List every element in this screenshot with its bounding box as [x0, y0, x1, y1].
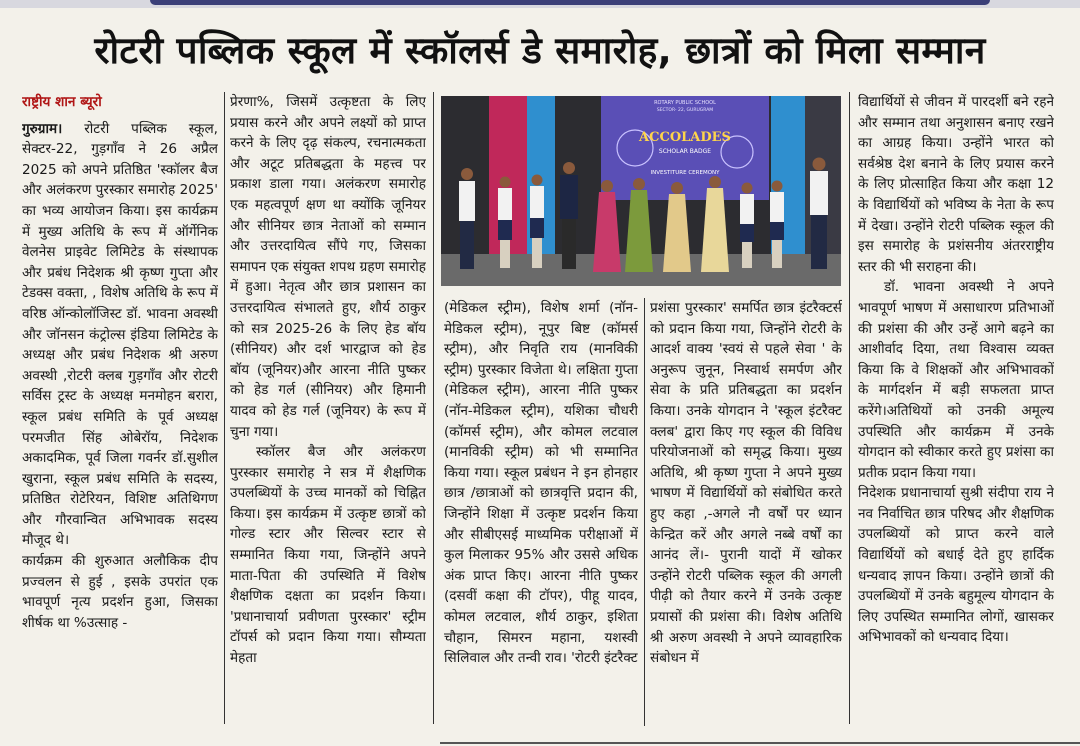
top-color-strip — [0, 0, 1080, 8]
person — [498, 177, 512, 269]
column-rule-2 — [433, 92, 434, 724]
paragraph: निदेशक प्रधानाचार्या सुश्री संदीपा राय ने नव निर्वाचित छात्र परिषद और शैक्षणिक उपलब्धियों को प्राप्त करने वाले विद्यार्थियों को बधाई देते हुए हार्दिक धन्यवाद ज्ञापन किया। उन्होंने छात्रों की उपलब्धियों में उनके बहुमूल्य योगदान के लिए उपस्थित सम्मानित लोगों, खासकर अभिभावकों को धन्यवाद दिया। — [858, 485, 1054, 646]
ceremony-photo-illustration — [441, 96, 841, 286]
headline: रोटरी पब्लिक स्कूल में स्कॉलर्स डे समारोह, छात्रों को मिला सम्मान — [94, 29, 986, 72]
person — [530, 175, 544, 269]
dateline: गुरुग्राम। — [22, 120, 63, 137]
school-name: ROTARY PUBLIC SCHOOL — [654, 100, 716, 106]
person — [459, 168, 475, 269]
article-column-3 — [444, 298, 638, 728]
person — [810, 158, 828, 270]
top-color-bar — [150, 0, 990, 5]
bottom-rule — [440, 742, 1080, 744]
paragraph — [22, 119, 218, 551]
article-column-4 — [650, 298, 842, 728]
column-rule-4 — [644, 298, 645, 726]
column-rule-1 — [224, 92, 225, 724]
paragraph: डॉ. भावना अवस्थी ने अपने भावपूर्ण भाषण में असाधारण प्रतिभाओं की प्रशंसा की और उन्हें आगे बढ़ने का आशीर्वाद दिया, तथा विश्वास व्यक्त किया कि वे शिक्षकों और अभिभावकों के मार्गदर्शन में बड़ी सफलता प्राप्त करेंगे।अतिथियों को उनकी अमूल्य उपस्थिति और कार्यक्रम में उनके योगदान को स्वीकार करते हुए प्रशंसा का प्रतीक प्रदान किया गया। — [858, 279, 1054, 481]
banner-subtitle-1: SCHOLAR BADGE — [658, 148, 712, 155]
article-column-2 — [230, 92, 426, 728]
byline: राष्ट्रीय शान ब्यूरो — [22, 94, 102, 110]
person — [770, 181, 784, 269]
ceremony-photo — [441, 96, 841, 286]
paragraph: प्रेरणा%, जिसमें उत्कृष्टता के लिए प्रयास करने और अपने लक्ष्यों को प्राप्त करने के लिए दृढ़ संकल्प, रचनात्मकता और अटूट प्रतिबद्धता के महत्त्व पर प्रकाश डाला गया। अलंकरण समारोह एक महत्वपूर्ण क्षण था क्योंकि जूनियर और सीनियर छात्र नेताओं को सम्मान और उत्तरदायित्व सौंपे गए, जिसका समापन एक संयुक्त शपथ ग्रहण समारोह में हुआ। नेतृत्व और छात्र प्रशासन का उत्तरदायित्व संभालते हुए, शौर्य ठाकुर को सत्र 2025-26 के लिए हेड बॉय (सीनियर) और दर्श भारद्वाज को हेड बॉय (जूनियर)और आरना नीति पुष्कर को हेड गर्ल (सीनियर) और हिमानी यादव को हेड गर्ल (जूनियर) के रूप में चुना गया। — [230, 94, 426, 440]
article-column-1 — [22, 92, 218, 728]
banner-title: ACCOLADES — [639, 130, 731, 145]
person — [740, 183, 754, 269]
column-text: रोटरी पब्लिक स्कूल, सेक्टर-22, गुड़गाँव ने 26 अप्रैल 2025 को अपने प्रतिष्ठित 'स्कॉलर बैज और अलंकरण पुरस्कार समारोह 2025' का भव्य आयोजन किया। इस कार्यक्रम में मुख्य अतिथि के रूप में ऑर्गेनिक वेलनेस प्राइवेट लिमिटेड के संस्थापक और प्रबंध निदेशक श्री कृष्ण गुप्ता और टेडक्स वक्ता, , विशेष अतिथि के रूप में वरिष्ठ ऑन्कोलॉजिस्ट डॉ. भावना अवस्थी और जॉनसन कंट्रोल्स इंडिया लिमिटेड के अध्यक्ष और प्रबंध निदेशक श्री अरुण अवस्थी ,रोटरी क्लब गुड़गाँव और रोटरी सर्विस ट्रस्ट के अध्यक्ष मनमोहन बरारा, स्कूल प्रबंध समिति के पूर्व अध्यक्ष परमजीत सिंह ओबेरॉय, निदेशक अकादमिक, पूर्व जिला गवर्नर डॉ.सुशील खुराना, स्कूल प्रबंध समिति के सदस्य, प्रतिष्ठित रोटेरियन, विशिष्ट अतिथिगण और गौरवान्वित अभिभावक सदस्य मौजूद थे। — [22, 120, 218, 549]
paragraph: प्रशंसा पुरस्कार' समर्पित छात्र इंटरैक्टर्स को प्रदान किया गया, जिन्होंने रोटरी के आदर्श वाक्य 'स्वयं से पहले सेवा ' के अनुरूप जुनून, निस्वार्थ समर्पण और सेवा के प्रति प्रतिबद्धता का प्रदर्शन किया। उनके योगदान ने 'स्कूल इंटरैक्ट क्लब' द्वारा किए गए स्कूल की विविध परियोजनाओं को समृद्ध किया। मुख्य अतिथि, श्री कृष्ण गुप्ता ने अपने मुख्य भाषण में विद्यार्थियों को संबोधित करते हुए कहा ,-अगले नौ वर्षों पर ध्यान केन्द्रित करें और अगले नब्बे वर्षों का आनंद लें।- पुरानी यादों में खोकर उन्होंने रोटरी पब्लिक स्कूल की अगली पीढ़ी को तैयार करने में उनके उत्कृष्ट प्रयासों की प्रशंसा की। विशेष अतिथि श्री अरुण अवस्थी ने अपने व्यावहारिक संबोधन में — [650, 300, 842, 667]
person — [560, 162, 578, 269]
banner-subtitle-2: INVESTITURE CEREMONY — [650, 170, 720, 176]
article-column-5 — [858, 92, 1054, 728]
paragraph: स्कॉलर बैज और अलंकरण पुरस्कार समारोह ने सत्र में शैक्षणिक उपलब्धियों के उच्च मानकों को चिह्नित किया। इस कार्यक्रम में उत्कृष्ट छात्रों को गोल्ड स्टार और सिल्वर स्टार से सम्मानित किया गया, जिन्होंने अपने माता-पिता की उपस्थिति में विशेष शैक्षणिक दक्षता का प्रदर्शन किया। 'प्रधानाचार्या प्रवीणता पुरस्कार' स्ट्रीम टॉपर्स को प्रदान किया गया। सौम्यता मेहता — [230, 444, 426, 667]
school-sector: SECTOR- 22, GURUGRAM — [656, 108, 714, 113]
paragraph: (मेडिकल स्ट्रीम), विशेष शर्मा (नॉन-मेडिकल स्ट्रीम), नूपुर बिष्ट (कॉमर्स स्ट्रीम), और निवृति राय (मानविकी स्ट्रीम) पुरस्कार विजेता थे। लक्षिता गुप्ता (मेडिकल स्ट्रीम), आरना नीति पुष्कर (नॉन-मेडिकल स्ट्रीम), यशिका चौधरी (कॉमर्स स्ट्रीम), और कोमल लटवाल (मानविकी स्ट्रीम) को भी सम्मानित किया गया। स्कूल प्रबंधन ने इन होनहार छात्र /छात्राओं को छात्रवृत्ति प्रदान की, जिन्होंने शिक्षा में उत्कृष्ट प्रदर्शन किया और सीबीएसई माध्यमिक परीक्षाओं में कुल मिलाकर 95% और उससे अधिक अंक प्राप्त किए। आरना नीति पुष्कर (दसवीं कक्षा की टॉपर), पीहू यादव, कोमल लटवाल, शौर्य ठाकुर, इशिता चौहान, सिमरन महाना, यशस्वी सिलिवाल और तन्वी राव। 'रोटरी इंटरैक्ट — [444, 300, 638, 667]
paragraph: विद्यार्थियों से जीवन में पारदर्शी बने रहने और सम्मान तथा अनुशासन बनाए रखने का आग्रह किया। उन्होंने भारत को सर्वश्रेष्ठ देश बनाने के लिए प्रयास करने के लिए प्रोत्साहित किया और कक्षा 12 के विद्यार्थियों को भविष्य के नेता के रूप में देखा। उन्होंने रोटरी पब्लिक स्कूल की इस समारोह के प्रशंसनीय अंतरराष्ट्रीय स्तर की भी सराहना की। — [858, 94, 1054, 275]
column-rule-3 — [849, 92, 850, 724]
paragraph: कार्यक्रम की शुरुआत अलौकिक दीप प्रज्वलन से हुई , इसके उपरांत एक भावपूर्ण नृत्य प्रदर्शन हुआ, जिसका शीर्षक था %उत्साह - — [22, 553, 218, 631]
